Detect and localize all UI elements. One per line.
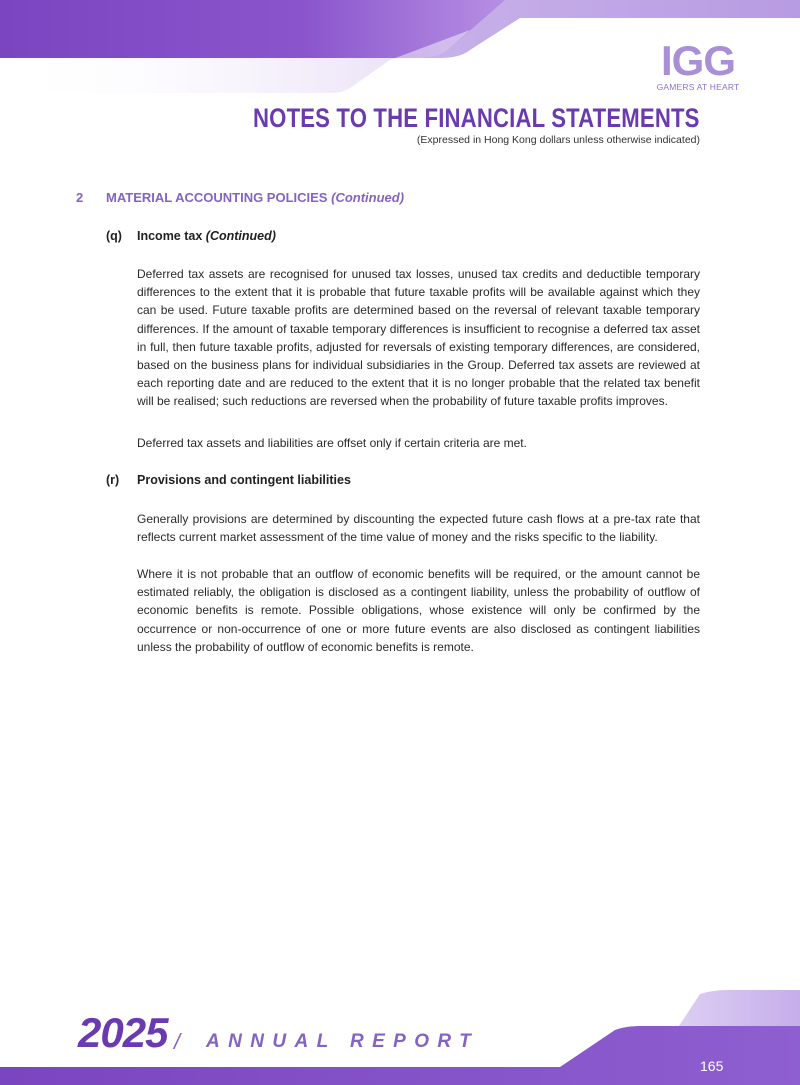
- paragraph: Generally provisions are determined by discounting the expected future cash flows at a pre-tax rate that reflects current market assessment of the time value of money and the risks specific to the liability.: [137, 512, 700, 545]
- section-heading: [76, 190, 404, 205]
- subsection-letter: (r): [106, 473, 120, 487]
- subsection-letter: (q): [106, 229, 122, 243]
- subsection-title: Provisions and contingent liabilities: [137, 473, 351, 487]
- section-number: 2: [76, 190, 84, 205]
- footer-report-label: ANNUAL REPORT: [206, 1031, 480, 1052]
- subsection-title: Income tax: [137, 229, 203, 243]
- logo-tagline: GAMERS AT HEART: [656, 82, 740, 92]
- subsection-continued: (Continued): [205, 229, 276, 243]
- subsection-heading-q: [106, 229, 276, 243]
- page-number: 165: [700, 1058, 724, 1074]
- paragraph: Deferred tax assets are recognised for unused tax losses, unused tax credits and deductible temporary differences to the extent that it is probable that future taxable profits will be available against which they can be used. Future taxable profits are determined based on the reversal of relevant taxable temporary differences. If the amount of taxable temporary differences is insufficient to recognise a deferred tax asset in full, then future taxable profits, adjusted for reversals of existing temporary differences, are considered, based on the business plans for individual subsidiaries in the Group. Deferred tax assets are reviewed at each reporting date and are reduced to the extent that it is no longer probable that the related tax benefit will be realised; such reductions are reversed when the probability of future taxable profits improves.: [137, 267, 700, 409]
- logo-brand: IGG: [660, 37, 735, 84]
- section-continued: (Continued): [331, 190, 405, 205]
- paragraph: Deferred tax assets and liabilities are offset only if certain criteria are met.: [137, 436, 527, 450]
- footer-year: 2025: [78, 1009, 168, 1056]
- section-title: MATERIAL ACCOUNTING POLICIES: [106, 190, 328, 205]
- subsection-heading-r: [106, 473, 351, 487]
- igg-logo: [652, 38, 744, 94]
- page-title: NOTES TO THE FINANCIAL STATEMENTS: [253, 103, 700, 133]
- page-subtitle: (Expressed in Hong Kong dollars unless otherwise indicated): [416, 134, 700, 146]
- paragraph: Where it is not probable that an outflow of economic benefits will be required, or the amount cannot be estimated reliably, the obligation is disclosed as a contingent liability, unless the probability of outflow of economic benefits is remote. Possible obligations, whose existence will only be confirmed by the occurrence or non-occurrence of one or more future events are also disclosed as contingent liabilities unless the probability of outflow of economic benefits is remote.: [137, 567, 700, 654]
- footer-slash: /: [174, 1029, 181, 1054]
